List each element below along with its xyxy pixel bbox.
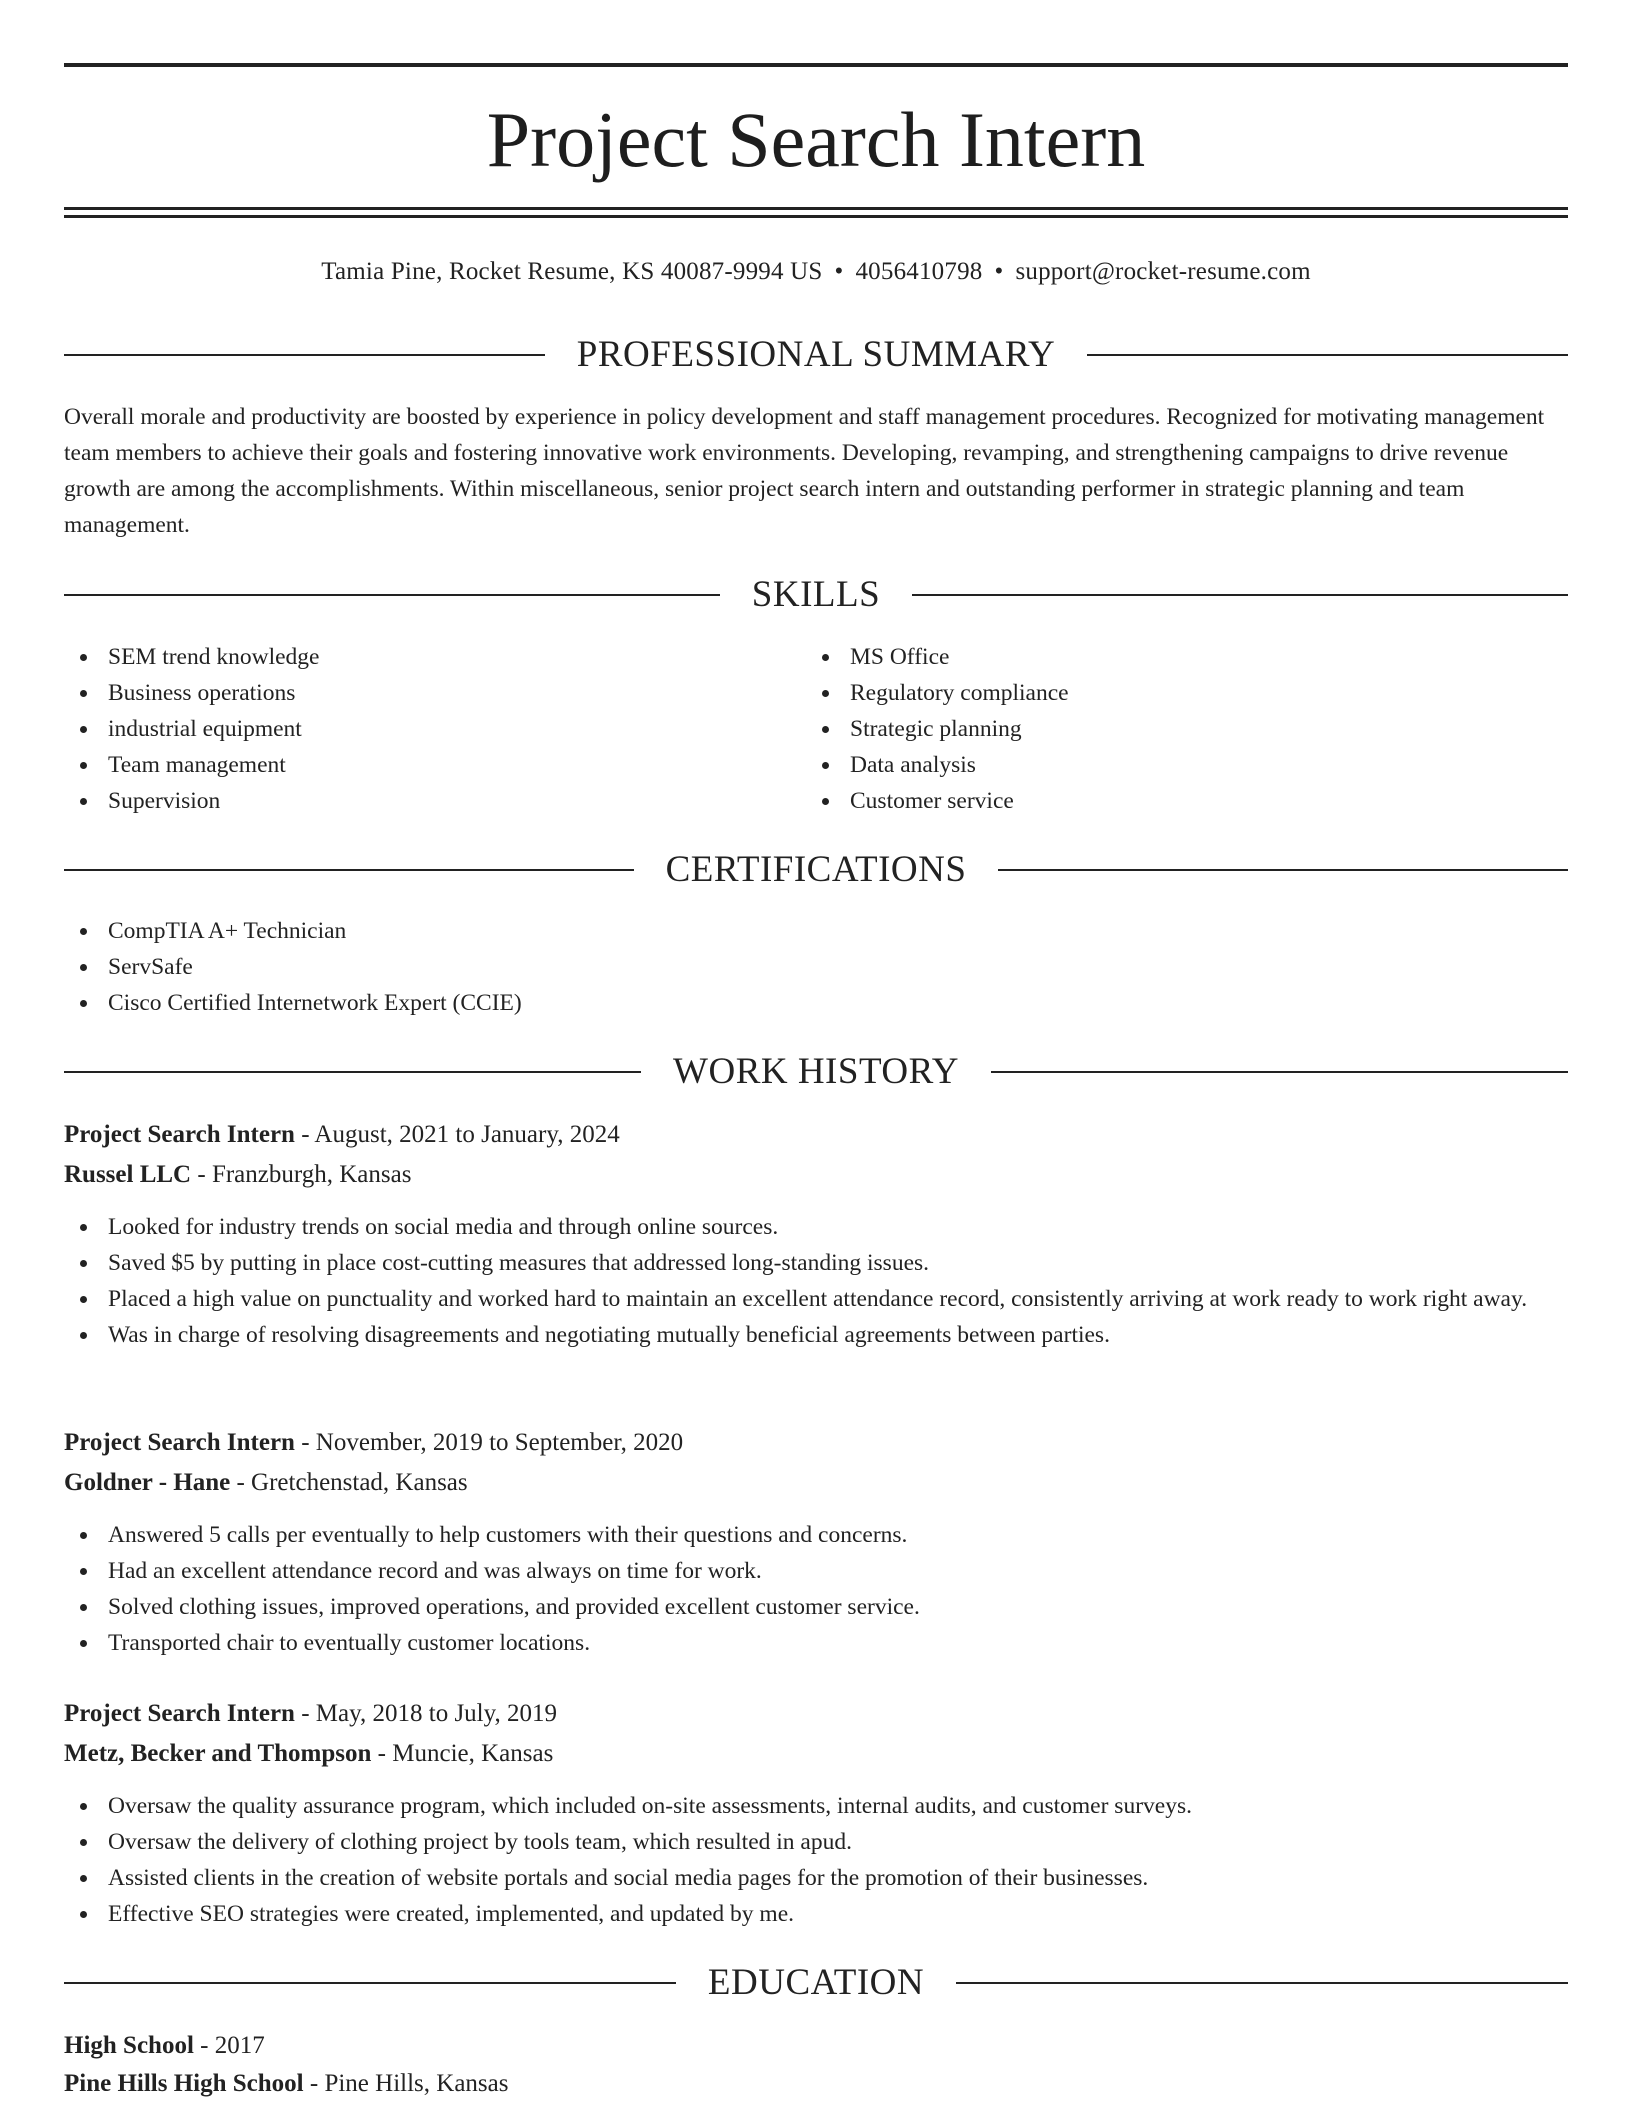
heading-rule-right bbox=[991, 1071, 1568, 1073]
job-bullet: Saved $5 by putting in place cost-cutting measures that addressed long-standing issues. bbox=[64, 1245, 1574, 1281]
header-top-rule bbox=[64, 63, 1568, 67]
skill-item: Data analysis bbox=[806, 747, 1506, 783]
header-double-rule-bottom bbox=[64, 215, 1568, 218]
skill-item: industrial equipment bbox=[64, 711, 764, 747]
education-degree: High School bbox=[64, 2032, 194, 2059]
heading-rule-right bbox=[998, 869, 1568, 871]
summary-text: Overall morale and productivity are boosted by experience in policy development and staff management procedures. Recognized for motivating management team members to achieve their goals and fostering innovative work environments. Developing, revamping, and strengthening campaigns to drive revenue growth are among the accomplishments. Within miscellaneous, senior project search intern and outstanding performer in strategic planning and team management. bbox=[64, 404, 1545, 538]
contact-email: support@rocket-resume.com bbox=[1015, 258, 1311, 285]
certifications-list bbox=[64, 913, 1568, 1021]
job-company: Russel LLC bbox=[64, 1161, 192, 1188]
heading-rule-right bbox=[912, 594, 1568, 596]
work-history-heading bbox=[64, 1050, 1568, 1094]
contact-separator: • bbox=[994, 258, 1004, 285]
heading-rule-left bbox=[64, 1982, 676, 1984]
education-school-line bbox=[64, 2066, 1568, 2102]
heading-rule-right bbox=[1087, 354, 1568, 356]
job-bullet: Solved clothing issues, improved operations, and provided excellent customer service. bbox=[64, 1589, 1574, 1625]
certification-item: ServSafe bbox=[64, 949, 1568, 985]
job-bullet: Assisted clients in the creation of website portals and social media pages for the promotion of their businesses. bbox=[64, 1860, 1574, 1896]
job-bullet: Oversaw the quality assurance program, which included on-site assessments, internal audits, and customer surveys. bbox=[64, 1788, 1574, 1824]
separator: - bbox=[200, 2032, 209, 2059]
education-location: Pine Hills, Kansas bbox=[324, 2070, 509, 2097]
job-bullet: Answered 5 calls per eventually to help customers with their questions and concerns. bbox=[64, 1517, 1574, 1553]
certifications-heading bbox=[64, 848, 1568, 892]
skills-heading-label: SKILLS bbox=[751, 574, 881, 615]
job-location: Gretchenstad, Kansas bbox=[251, 1469, 468, 1496]
job-bullet: Placed a high value on punctuality and worked hard to maintain an excellent attendance record, consistently arriving at work ready to work right away. bbox=[64, 1281, 1574, 1317]
job-company-line bbox=[64, 1465, 1568, 1501]
separator: - bbox=[197, 1161, 206, 1188]
heading-rule-left bbox=[64, 354, 545, 356]
heading-rule-left bbox=[64, 594, 720, 596]
job-bullet: Transported chair to eventually customer locations. bbox=[64, 1625, 1574, 1661]
certifications-heading-label: CERTIFICATIONS bbox=[665, 849, 967, 890]
skill-item: Customer service bbox=[806, 783, 1506, 819]
job-title-line bbox=[64, 1696, 1568, 1732]
heading-rule-left bbox=[64, 869, 634, 871]
header-double-rule-top bbox=[64, 207, 1568, 210]
contact-line bbox=[64, 255, 1568, 289]
job-bullets bbox=[64, 1788, 1574, 1932]
certification-item: CompTIA A+ Technician bbox=[64, 913, 1568, 949]
separator: - bbox=[377, 1740, 386, 1767]
separator: - bbox=[301, 1429, 310, 1456]
job-dates: May, 2018 to July, 2019 bbox=[315, 1700, 557, 1727]
summary-heading-label: PROFESSIONAL SUMMARY bbox=[576, 334, 1056, 375]
job-title-line bbox=[64, 1117, 1568, 1153]
job-bullet: Was in charge of resolving disagreements and negotiating mutually beneficial agreements between parties. bbox=[64, 1317, 1574, 1353]
job-bullet: Looked for industry trends on social media and through online sources. bbox=[64, 1209, 1574, 1245]
contact-phone: 4056410798 bbox=[855, 258, 983, 285]
skill-item: SEM trend knowledge bbox=[64, 639, 764, 675]
job-location: Franzburgh, Kansas bbox=[211, 1161, 412, 1188]
skill-item: Strategic planning bbox=[806, 711, 1506, 747]
heading-rule-left bbox=[64, 1071, 641, 1073]
job-dates: November, 2019 to September, 2020 bbox=[315, 1429, 684, 1456]
separator: - bbox=[236, 1469, 245, 1496]
skills-list-left bbox=[64, 639, 764, 819]
resume-title: Project Search Intern bbox=[486, 96, 1146, 183]
skill-item: MS Office bbox=[806, 639, 1506, 675]
certification-item: Cisco Certified Internetwork Expert (CCIE) bbox=[64, 985, 1568, 1021]
job-bullet: Had an excellent attendance record and was always on time for work. bbox=[64, 1553, 1574, 1589]
skill-item: Supervision bbox=[64, 783, 764, 819]
job-title-line bbox=[64, 1425, 1568, 1461]
education-degree-line bbox=[64, 2028, 1568, 2064]
job-location: Muncie, Kansas bbox=[392, 1740, 554, 1767]
skills-heading bbox=[64, 573, 1568, 617]
job-bullet: Oversaw the delivery of clothing project by tools team, which resulted in apud. bbox=[64, 1824, 1574, 1860]
skill-item: Team management bbox=[64, 747, 764, 783]
education-school: Pine Hills High School bbox=[64, 2070, 304, 2097]
work-history-heading-label: WORK HISTORY bbox=[673, 1051, 959, 1092]
job-dates: August, 2021 to January, 2024 bbox=[314, 1121, 620, 1148]
education-heading-label: EDUCATION bbox=[707, 1962, 925, 2003]
job-title: Project Search Intern bbox=[64, 1429, 295, 1456]
job-company-line bbox=[64, 1157, 1568, 1193]
separator: - bbox=[301, 1700, 310, 1727]
job-bullets bbox=[64, 1517, 1574, 1661]
contact-address: Tamia Pine, Rocket Resume, KS 40087-9994 US bbox=[321, 258, 823, 285]
education-year: 2017 bbox=[214, 2032, 265, 2059]
job-company: Metz, Becker and Thompson bbox=[64, 1740, 372, 1767]
skill-item: Regulatory compliance bbox=[806, 675, 1506, 711]
education-heading bbox=[64, 1961, 1568, 2005]
job-title: Project Search Intern bbox=[64, 1121, 295, 1148]
job-company-line bbox=[64, 1736, 1568, 1772]
summary-heading bbox=[64, 333, 1568, 377]
contact-separator: • bbox=[834, 258, 844, 285]
job-company: Goldner - Hane bbox=[64, 1469, 231, 1496]
job-title: Project Search Intern bbox=[64, 1700, 295, 1727]
skill-item: Business operations bbox=[64, 675, 764, 711]
job-bullets bbox=[64, 1209, 1574, 1353]
job-bullet: Effective SEO strategies were created, implemented, and updated by me. bbox=[64, 1896, 1574, 1932]
separator: - bbox=[309, 2070, 319, 2097]
separator: - bbox=[301, 1121, 310, 1148]
heading-rule-right bbox=[956, 1982, 1568, 1984]
skills-list-right bbox=[806, 639, 1506, 819]
